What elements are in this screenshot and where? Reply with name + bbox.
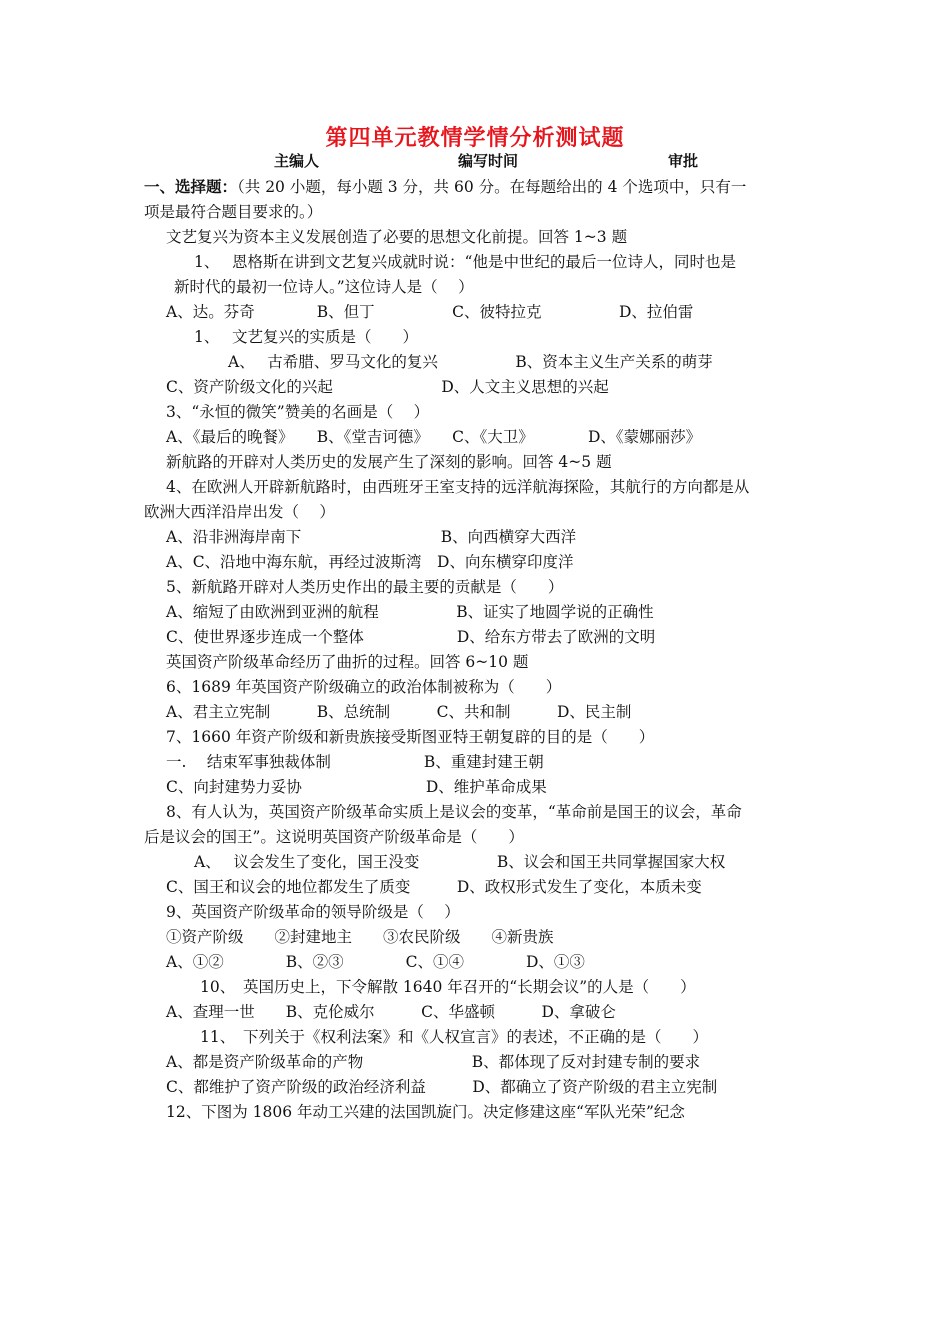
question-line: 欧洲大西洋沿岸出发（ ） [144,503,335,521]
time-label: 编写时间 [458,152,519,170]
editor-label: 主编人 [274,152,320,170]
option-line: A、 议会发生了变化，国王没变 B、议会和国王共同掌握国家大权 [194,853,726,871]
question-line: 3、“永恒的微笑”赞美的名画是（ ） [166,403,430,421]
question-line: 7、1660 年资产阶级和新贵族接受斯图亚特王朝复辟的目的是（ ） [166,728,655,746]
option-line: C、向封建势力妥协 D、维护革命成果 [166,778,547,796]
question-line: 后是议会的国王”。这说明英国资产阶级革命是（ ） [144,828,524,846]
section-label: 一、选择题： [144,177,238,196]
doc-line: 文艺复兴为资本主义发展创造了必要的思想文化前提。回答 1~3 题 [166,228,628,246]
option-line: A、①② B、②③ C、①④ D、①③ [166,953,585,971]
page-title: 第四单元教情学情分析测试题 [325,125,625,151]
option-line: 一. 结束军事独裁体制 B、重建封建王朝 [166,753,544,771]
option-line: A、缩短了由欧洲到亚洲的航程 B、证实了地圆学说的正确性 [166,603,654,621]
option-line: A、查理一世 B、克伦威尔 C、华盛顿 D、拿破仑 [166,1003,616,1021]
option-line: C、国王和议会的地位都发生了质变 D、政权形式发生了变化，本质未变 [166,878,702,896]
option-line: C、使世界逐步连成一个整体 D、给东方带去了欧洲的文明 [166,628,656,646]
option-line: A、都是资产阶级革命的产物 B、都体现了反对封建专制的要求 [166,1053,701,1071]
review-label: 审批 [668,152,699,170]
doc-line: 项是最符合题目要求的。） [144,203,323,221]
option-line: A、 古希腊、罗马文化的复兴 B、资本主义生产关系的萌芽 [228,353,713,371]
question-line: 12、下图为 1806 年动工兴建的法国凯旋门。决定修建这座“军队光荣”纪念 [166,1103,685,1121]
question-line: 10、 英国历史上，下令解散 1640 年召开的“长期会议”的人是（ ） [200,978,696,996]
question-line: 9、英国资产阶级革命的领导阶级是（ ） [166,903,460,921]
option-line: C、都维护了资产阶级的政治经济利益 D、都确立了资产阶级的君主立宪制 [166,1078,718,1096]
question-line: 1、 文艺复兴的实质是（ ） [194,328,419,346]
option-line: A、达。芬奇 B、但丁 C、彼特拉克 D、拉伯雷 [166,303,694,321]
option-line: C、资产阶级文化的兴起 D、人文主义思想的兴起 [166,378,609,396]
option-line: ①资产阶级 ②封建地主 ③农民阶级 ④新贵族 [166,928,554,946]
option-line: A、《最后的晚餐》 B、《堂吉诃德》 C、《大卫》 D、《蒙娜丽莎》 [166,428,702,446]
option-line: A、君主立宪制 B、总统制 C、共和制 D、民主制 [166,703,632,721]
question-line: 4、在欧洲人开辟新航路时，由西班牙王室支持的远洋航海探险，其航行的方向都是从 [166,478,750,496]
question-line: 11、 下列关于《权利法案》和《人权宣言》的表述，不正确的是（ ） [200,1028,708,1046]
doc-line: 新航路的开辟对人类历史的发展产生了深刻的影响。回答 4~5 题 [166,453,612,471]
question-line: 8、有人认为，英国资产阶级革命实质上是议会的变革，“革命前是国王的议会，革命 [166,803,742,821]
question-line: 1、 恩格斯在讲到文艺复兴成就时说：“他是中世纪的最后一位诗人，同时也是 [194,253,736,271]
question-line: 新时代的最初一位诗人。”这位诗人是（ ） [174,278,474,296]
doc-line: 英国资产阶级革命经历了曲折的过程。回答 6~10 题 [166,653,529,671]
option-line: A、沿非洲海岸南下 B、向西横穿大西洋 [166,528,577,546]
option-line: A、C、沿地中海东航，再经过波斯湾 D、向东横穿印度洋 [166,553,574,571]
section-header [144,177,746,197]
question-line: 5、新航路开辟对人类历史作出的最主要的贡献是（ ） [166,578,564,596]
section-instructions: （共 20 小题，每小题 3 分，共 60 分。在每题给出的 4 个选项中，只有一 [237,178,747,196]
question-line: 6、1689 年英国资产阶级确立的政治体制被称为（ ） [166,678,562,696]
